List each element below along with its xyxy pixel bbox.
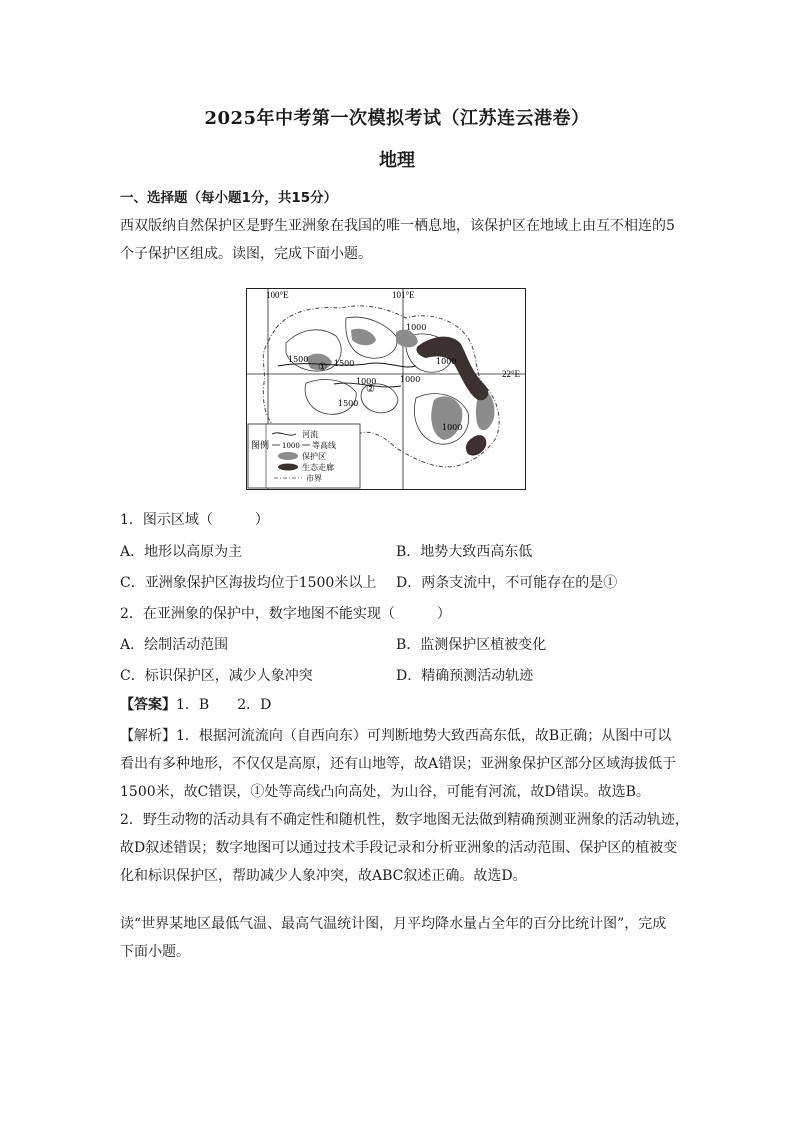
marker-2: ② <box>366 384 375 395</box>
q1-option-b[interactable]: B．地势大致西高东低 <box>396 544 533 560</box>
contour-label: 1000 <box>356 377 377 386</box>
next-intro <box>120 910 690 966</box>
analysis-line: 【解析】1．根据河流流向（自西向东）可判断地势大致西高东低，故B正确；从图中可以 <box>120 728 672 744</box>
contour-label: 1500 <box>288 355 309 364</box>
intro-line: 西双版纳自然保护区是野生亚洲象在我国的唯一栖息地，该保护区在地域上由互不相连的5 <box>120 218 675 234</box>
section-heading: 一、选择题（每小题1分，共15分） <box>120 190 338 206</box>
analysis-line: 1500米，故C错误，①处等高线凸向高处，为山谷，可能有河流，故D错误。故选B。 <box>120 784 650 800</box>
analysis-line: 看出有多种地形，不仅仅是高原，还有山地等，故A错误；亚洲象保护区部分区域海拔低于 <box>120 756 677 772</box>
legend-title: 图例 <box>251 441 270 451</box>
next-intro-line: 下面小题。 <box>120 944 190 960</box>
contour-label: 1500 <box>338 399 359 408</box>
reserve-map <box>246 288 526 490</box>
contour-label: 1500 <box>334 359 355 368</box>
contour-label: 1000 <box>406 323 427 332</box>
intro-paragraph <box>120 212 680 268</box>
analysis-block <box>120 722 690 890</box>
legend-boundary: 市界 <box>306 474 322 483</box>
page-title: 2025年中考第一次模拟考试（江苏连云港卷） <box>204 108 590 129</box>
q2-option-b[interactable]: B．监测保护区植被变化 <box>396 637 547 653</box>
contour-label: 1000 <box>442 423 463 432</box>
intro-line: 个子保护区组成。读图，完成下面小题。 <box>120 246 372 262</box>
analysis-line: 化和标识保护区，帮助减少人象冲突，故ABC叙述正确。故选D。 <box>120 868 527 884</box>
legend-contour-value: 1000 <box>282 442 300 450</box>
legend-corridor: 生态走廊 <box>302 463 334 472</box>
analysis-line: 2．野生动物的活动具有不确定性和随机性，数字地图无法做到精确预测亚洲象的活动轨迹， <box>120 812 689 828</box>
q2-option-a[interactable]: A．绘制活动范围 <box>120 637 229 653</box>
contour-label: 1000 <box>400 375 421 384</box>
q1-option-d[interactable]: D．两条支流中，不可能存在的是① <box>396 575 618 591</box>
analysis-line: 故D叙述错误；数字地图可以通过技术手段记录和分析亚洲象的活动范围、保护区的植被变 <box>120 840 678 856</box>
answer-label: 【答案】 <box>120 697 176 713</box>
q1-option-c[interactable]: C．亚洲象保护区海拔均位于1500米以上 <box>120 575 377 591</box>
q1-option-a[interactable]: A．地形以高原为主 <box>120 544 243 560</box>
lon-label-100: 100°E <box>266 290 289 300</box>
answer-text: 1．B 2．D <box>176 697 272 713</box>
contour-label: 1000 <box>436 357 457 366</box>
next-intro-line: 读“世界某地区最低气温、最高气温统计图，月平均降水量占全年的百分比统计图”，完成 <box>120 916 667 932</box>
answer-line <box>120 694 271 714</box>
legend-river: 河流 <box>302 430 318 439</box>
q2-option-d[interactable]: D．精确预测活动轨迹 <box>396 668 534 684</box>
legend-contour: 等高线 <box>312 441 336 450</box>
q1-stem: 1．图示区域（ ） <box>120 512 269 528</box>
marker-1: ① <box>318 362 327 373</box>
q2-option-c[interactable]: C．标识保护区，减少人象冲突 <box>120 668 313 684</box>
subject-title: 地理 <box>379 150 415 171</box>
q2-stem: 2．在亚洲象的保护中，数字地图不能实现（ ） <box>120 606 451 622</box>
lat-label: 22°E <box>502 369 521 379</box>
legend-reserve: 保护区 <box>302 452 326 461</box>
lon-label-101: 101°E <box>392 290 415 300</box>
